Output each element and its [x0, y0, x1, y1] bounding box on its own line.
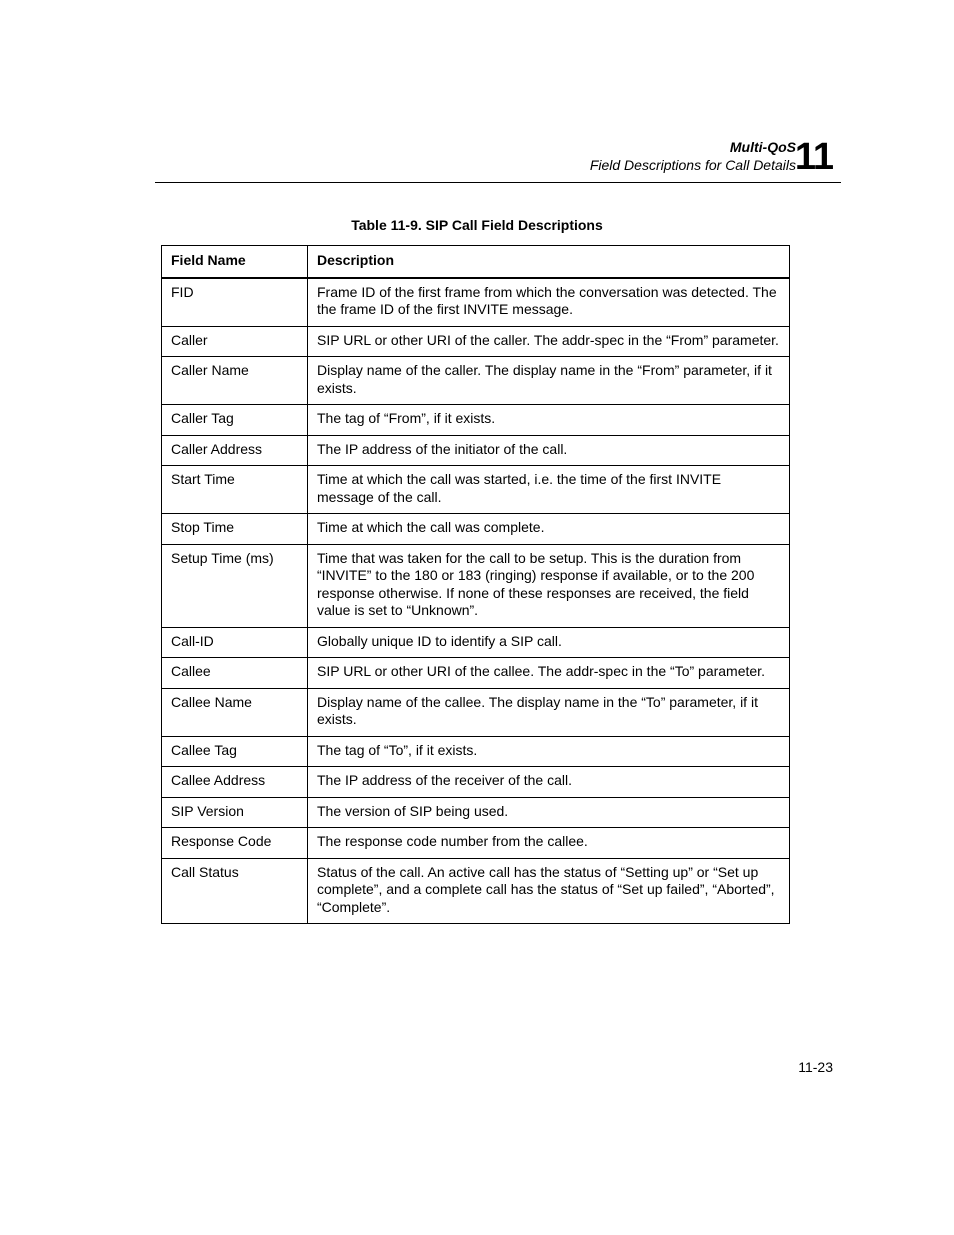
table-row [162, 627, 790, 658]
field-description-cell: The version of SIP being used. [308, 797, 790, 828]
column-header-description: Description [308, 246, 790, 278]
table-row [162, 435, 790, 466]
field-description-cell: Time that was taken for the call to be setup. This is the duration from “INVITE” to the 180 or 183 (ringing) response if available, or to the 200 response otherwise. If none of these responses are received, the field value is set to “Unknown”. [308, 544, 790, 627]
field-name-cell: Call-ID [162, 627, 308, 658]
table-row [162, 767, 790, 798]
field-name-cell: Setup Time (ms) [162, 544, 308, 627]
field-description-cell: Time at which the call was started, i.e. the time of the first INVITE message of the call. [308, 466, 790, 514]
field-name-cell: Response Code [162, 828, 308, 859]
field-name-cell: Caller Address [162, 435, 308, 466]
field-description-cell: Display name of the callee. The display name in the “To” parameter, if it exists. [308, 688, 790, 736]
field-name-cell: Caller Tag [162, 405, 308, 436]
column-header-field-name: Field Name [162, 246, 308, 278]
table-row [162, 688, 790, 736]
field-description-cell: Status of the call. An active call has the status of “Setting up” or “Set up complete”, and a complete call has the status of “Set up failed”, “Aborted”, “Complete”. [308, 858, 790, 924]
section-title: Multi-QoS [729, 139, 796, 155]
table-row [162, 326, 790, 357]
table-row [162, 514, 790, 545]
field-description-cell: The response code number from the callee. [308, 828, 790, 859]
field-name-cell: Callee Name [162, 688, 308, 736]
field-name-cell: Callee Address [162, 767, 308, 798]
table-row [162, 797, 790, 828]
table-row [162, 544, 790, 627]
field-name-cell: Callee Tag [162, 736, 308, 767]
field-name-cell: FID [162, 278, 308, 327]
field-description-cell: Frame ID of the first frame from which the conversation was detected. The the frame ID of the first INVITE message. [308, 278, 790, 327]
field-description-cell: The IP address of the initiator of the call. [308, 435, 790, 466]
table-header-row [162, 246, 790, 278]
field-description-cell: Time at which the call was complete. [308, 514, 790, 545]
field-description-cell: Globally unique ID to identify a SIP call. [308, 627, 790, 658]
table-row [162, 858, 790, 924]
running-header [155, 136, 841, 183]
table-body [162, 278, 790, 924]
table-caption: Table 11-9. SIP Call Field Descriptions [351, 217, 603, 233]
field-description-cell: Display name of the caller. The display name in the “From” parameter, if it exists. [308, 357, 790, 405]
field-description-cell: The tag of “To”, if it exists. [308, 736, 790, 767]
field-description-cell: The tag of “From”, if it exists. [308, 405, 790, 436]
table-row [162, 658, 790, 689]
sip-call-field-table [161, 245, 790, 924]
field-name-cell: Caller Name [162, 357, 308, 405]
field-name-cell: Start Time [162, 466, 308, 514]
table-row [162, 466, 790, 514]
header-titles [590, 138, 796, 174]
field-description-cell: The IP address of the receiver of the call. [308, 767, 790, 798]
field-description-cell: SIP URL or other URI of the callee. The addr-spec in the “To” parameter. [308, 658, 790, 689]
table-row [162, 357, 790, 405]
table-row [162, 736, 790, 767]
page-number: 11-23 [798, 1059, 833, 1075]
chapter-number: 11 [794, 136, 833, 178]
table-row [162, 405, 790, 436]
table-row [162, 278, 790, 327]
field-name-cell: Caller [162, 326, 308, 357]
field-name-cell: SIP Version [162, 797, 308, 828]
field-description-cell: SIP URL or other URI of the caller. The addr-spec in the “From” parameter. [308, 326, 790, 357]
field-name-cell: Call Status [162, 858, 308, 924]
table-row [162, 828, 790, 859]
field-name-cell: Stop Time [162, 514, 308, 545]
field-name-cell: Callee [162, 658, 308, 689]
subsection-title: Field Descriptions for Call Details [589, 157, 796, 173]
